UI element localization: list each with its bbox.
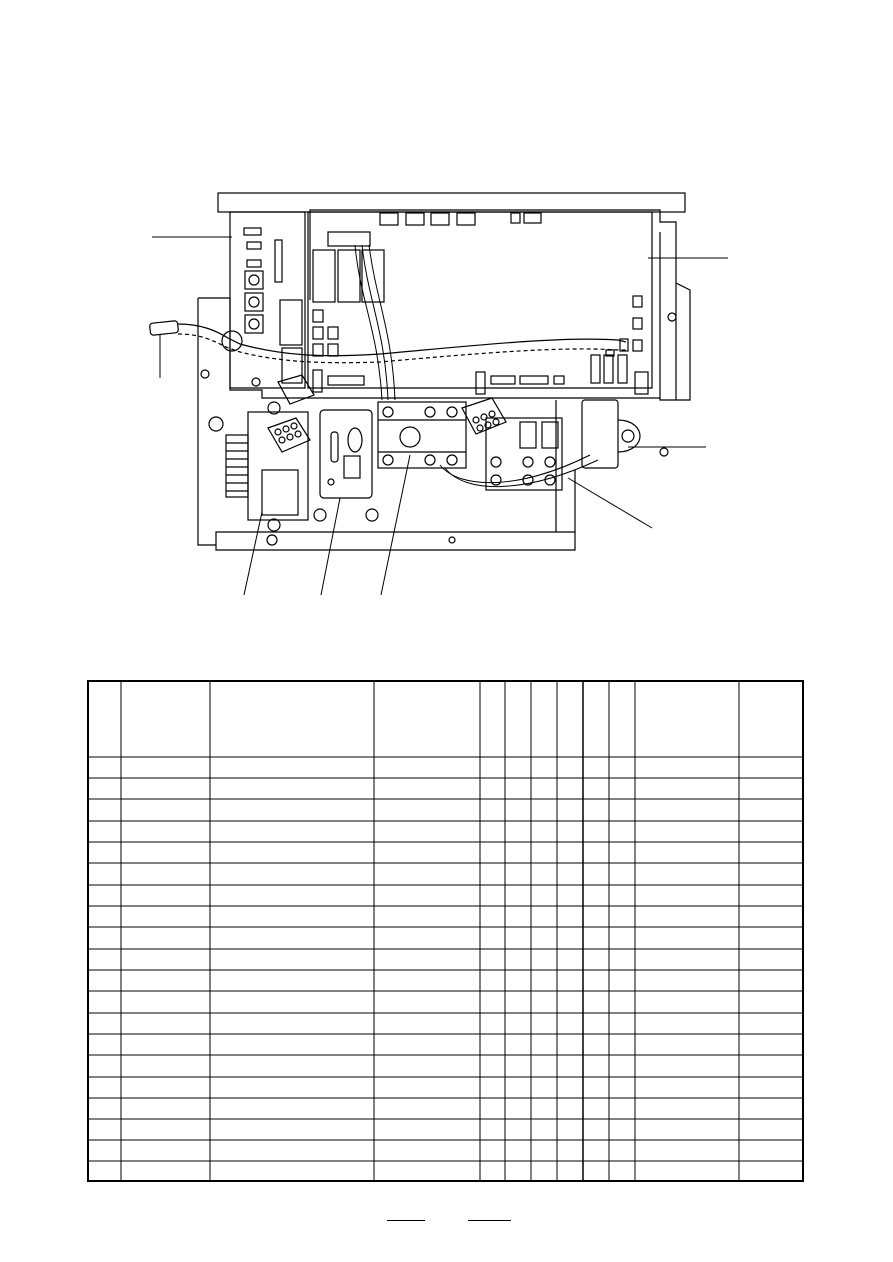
fuse-board — [314, 410, 378, 521]
connector-plug-right — [462, 398, 506, 434]
mounting-holes — [201, 313, 676, 545]
chassis-bottom-flange — [216, 532, 575, 550]
footer-blank-2 — [468, 1220, 511, 1221]
control-board-parts — [244, 228, 302, 386]
footer-blank-1 — [387, 1220, 425, 1221]
capacitor-clamp — [582, 400, 640, 468]
table-row-lines — [89, 778, 802, 1161]
top-bracket — [218, 193, 685, 212]
chassis-back-plate — [198, 210, 690, 545]
terminal-block — [378, 402, 466, 468]
parts-list-table — [87, 680, 804, 1182]
callout-leader-lines — [152, 237, 728, 595]
transformer — [226, 402, 308, 531]
pcb-top-connectors — [380, 213, 541, 225]
pcb-bottom-components — [313, 370, 564, 394]
